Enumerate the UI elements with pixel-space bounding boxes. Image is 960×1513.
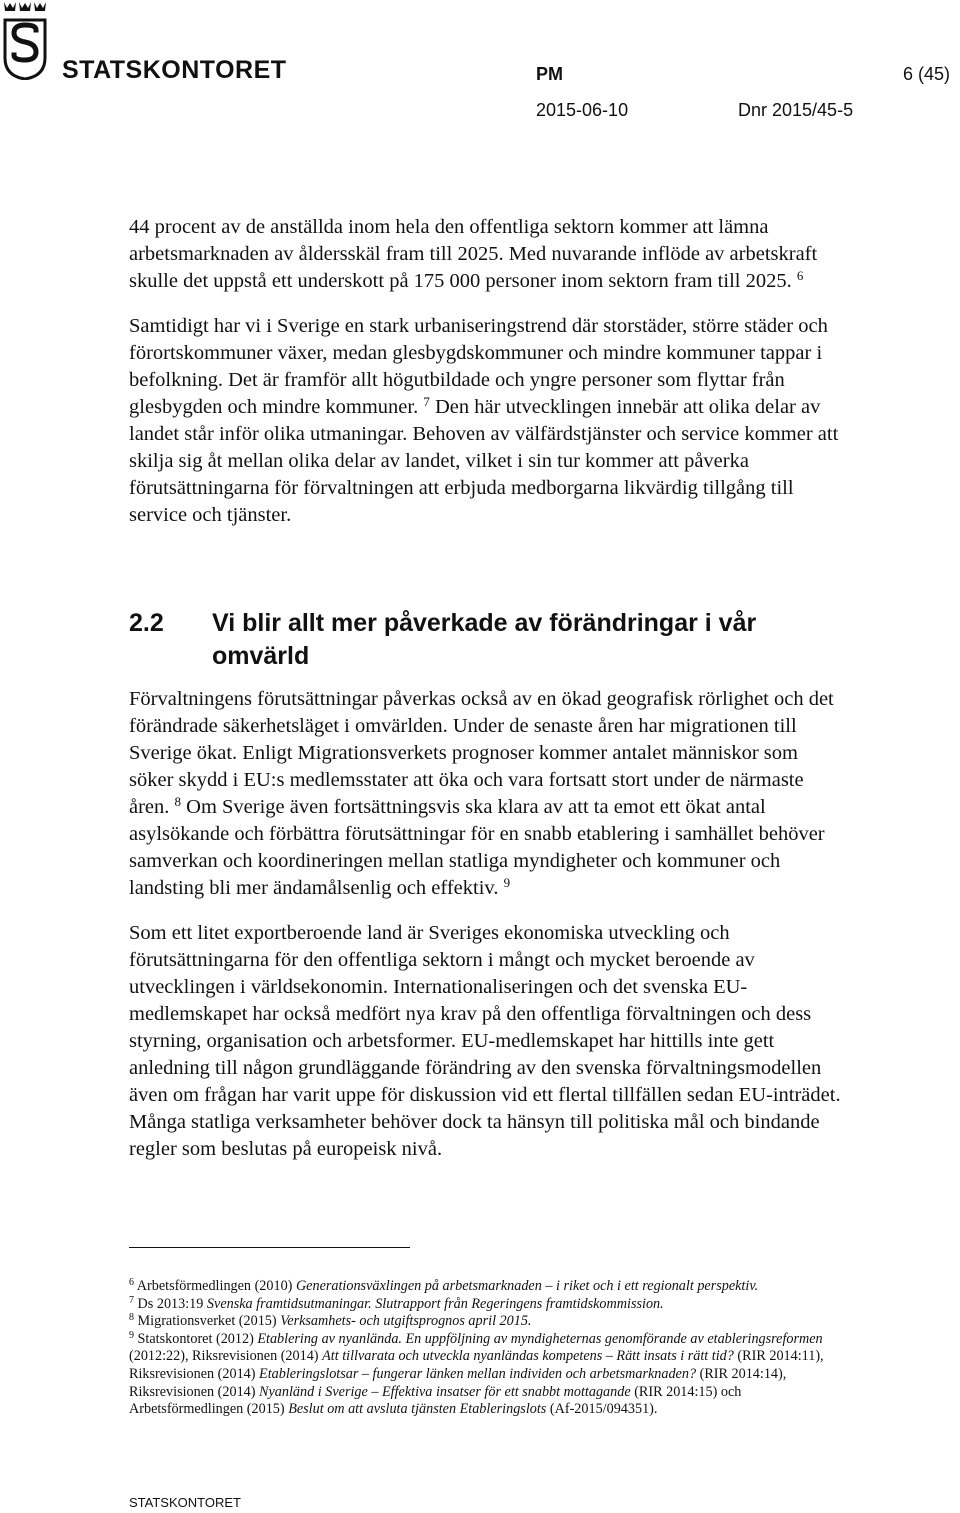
- footnote-title: Verksamhets- och utgiftsprognos april 2015.: [280, 1313, 532, 1330]
- heading-number: 2.2: [129, 609, 164, 637]
- paragraph-text: Samtidigt har vi i Sverige en stark urbaniseringstrend där storstäder, större städer och förortskommuner växer, medan glesbygdskommuner och mindre kommuner tappar i befolkning. Det är framför allt högutbildade och yngre personer som flyttar från glesbygden och mindre kommuner.: [129, 315, 828, 418]
- footnote-divider: [129, 1247, 410, 1248]
- paragraph-text: Den här utvecklingen innebär att olika delar av landet står inför olika utmaningar. Behoven av välfärdstjänster och service kommer att skilja sig åt mellan olika delar av landet, vilket i sin tur kommer att påverka förutsättningarna för förvaltningen att erbjuda medborgarna likvärdig tillgång till service och tjänster.: [129, 396, 839, 526]
- paragraph-text: 44 procent av de anställda inom hela den offentliga sektorn kommer att lämna arbetsmarknaden av åldersskäl fram till 2025. Med nuvarande inflöde av arbetskraft skulle det uppstå ett underskott på 175 000 personer inom sektorn fram till 2025.: [129, 216, 818, 292]
- section-heading: [129, 607, 849, 673]
- footnote-title: Svenska framtidsutmaningar. Slutrapport från Regeringens framtidskommission.: [206, 1295, 664, 1312]
- body-section-1: [129, 214, 847, 547]
- footnote-title: Att tillvarata och utveckla nyanländas kompetens – Rätt insats i rätt tid?: [322, 1348, 734, 1365]
- footnote-number: 6: [129, 1277, 134, 1288]
- footnote-6: [129, 1278, 849, 1296]
- footnote-text: Arbetsförmedlingen (2010): [134, 1278, 296, 1294]
- paragraph-text: Som ett litet exportberoende land är Sveriges ekonomiska utveckling och förutsättningarna för den offentliga sektorn i mångt och mycket beroende av utvecklingen i världsekonomin. Internationaliseringen och det svenska EU-medlemskapet har också medfört nya krav på den offentliga förvaltningen och dess styrning, organisation och arbetsformer. EU-medlemskapet har hittills inte gett anledning till någon grundläggande förändring av den svenska förvaltningsmodellen även om frågan har varit uppe för diskussion vid ett flertal tillfällen sedan EU-inträdet. Många statliga verksamheter behöver dock ta hänsyn till politiska mål och bindande regler som beslutas på europeisk nivå.: [129, 922, 841, 1160]
- footnote-number: 9: [129, 1329, 134, 1341]
- footnote-ref: 8: [174, 794, 182, 809]
- footnote-text: Ds 2013:19: [134, 1295, 207, 1312]
- footnote-9: [129, 1331, 849, 1419]
- footnote-text: (Af-2015/094351).: [546, 1401, 658, 1418]
- org-name: STATSKONTORET: [62, 56, 287, 84]
- footnote-text: Migrationsverket (2015): [134, 1313, 281, 1330]
- paragraph: [129, 313, 847, 529]
- statskontoret-logo-icon: [2, 0, 48, 80]
- paragraph-text: Om Sverige även fortsättningsvis ska klara av att ta emot ett ökat antal asylsökande och förbättra förutsättningar för en snabb etablering i samhället behöver samverkan och koordineringen mellan statliga myndigheter och kommuner och landsting bli mer ändamålsenlig och effektiv.: [129, 796, 825, 899]
- page-number: 6 (45): [902, 64, 950, 84]
- footnote-title: Etableringslotsar – fungerar länken mellan individen och arbetsmarknaden?: [259, 1365, 697, 1382]
- footnote-title: Etablering av nyanlända. En uppföljning av myndigheternas genomförande av etableringsreformen: [257, 1330, 823, 1347]
- paragraph-text: Förvaltningens förutsättningar påverkas också av en ökad geografisk rörlighet och det förändrade säkerhetsläget i omvärlden. Under de senaste åren har migrationen till Sverige ökat. Enligt Migrationsverkets prognoser kommer antalet människor som söker skydd i EU:s medlemsstater att öka och vara fortsatt stort under de närmaste åren.: [129, 688, 834, 818]
- paragraph: [129, 920, 847, 1163]
- footnote-ref: 7: [423, 394, 430, 409]
- footnote-number: 8: [129, 1312, 134, 1324]
- document-date: 2015-06-10: [536, 100, 629, 120]
- document-dnr: Dnr 2015/45-5: [738, 100, 854, 120]
- footnote-title: Nyanländ i Sverige – Effektiva insatser för ett snabbt mottagande: [259, 1383, 631, 1400]
- footnote-title: Generationsväxlingen på arbetsmarknaden – i riket och i ett regionalt perspektiv.: [295, 1278, 759, 1294]
- heading-title: Vi blir allt mer påverkade av förändringar i vår omvärld: [212, 609, 757, 670]
- footnote-7: [129, 1296, 849, 1314]
- body-section-2: [129, 686, 847, 1181]
- footnote-text: (RIR 2014:15) och Arbetsförmedlingen (2015): [129, 1383, 742, 1418]
- footnote-ref: 9: [503, 875, 511, 890]
- footnote-text: (RIR 2014:11), Riksrevisionen (2014): [129, 1348, 824, 1382]
- footer-org: STATSKONTORET: [129, 1495, 241, 1510]
- footnote-8: [129, 1313, 849, 1331]
- footnote-text: (2012:22), Riksrevisionen (2014): [129, 1348, 323, 1365]
- footnote-text: (RIR 2014:14), Riksrevisionen (2014): [129, 1365, 787, 1400]
- paragraph: [129, 214, 847, 295]
- footnote-number: 7: [129, 1294, 134, 1306]
- paragraph: [129, 686, 847, 902]
- footnotes: [129, 1278, 849, 1419]
- document-type: PM: [536, 64, 563, 84]
- footnote-text: Statskontoret (2012): [134, 1330, 258, 1347]
- footnote-title: Beslut om att avsluta tjänsten Etableringslots: [288, 1401, 547, 1418]
- footnote-ref: 6: [796, 268, 804, 283]
